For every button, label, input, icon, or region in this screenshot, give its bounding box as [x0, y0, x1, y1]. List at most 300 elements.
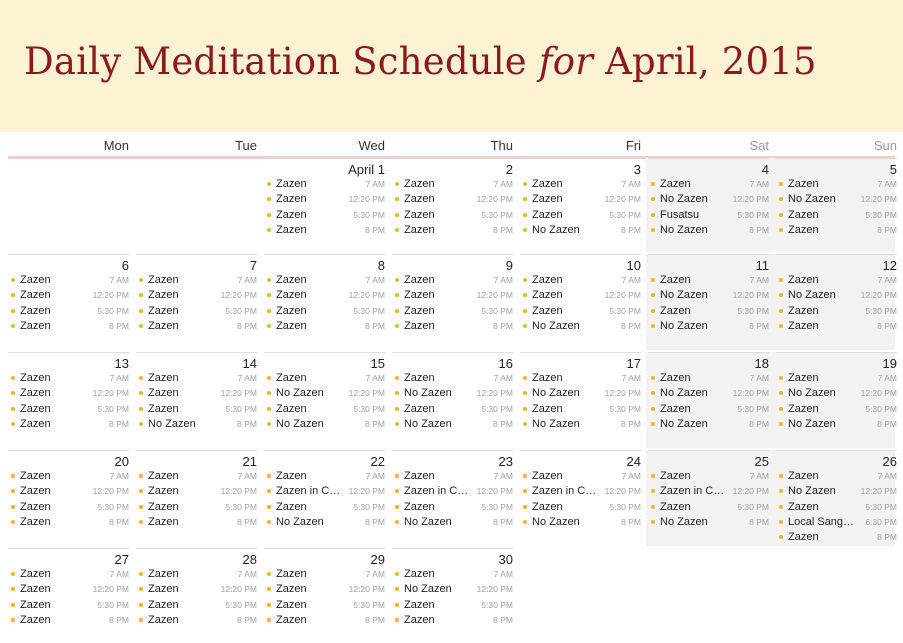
calendar-event[interactable]: [392, 273, 513, 288]
event-time: 12:20 PM: [476, 290, 513, 301]
event-title: Zazen: [660, 178, 691, 190]
event-dot-icon: [395, 618, 399, 622]
event-title: Zazen: [660, 304, 691, 317]
weekday-header-row: [8, 138, 895, 159]
event-dot-icon: [523, 213, 527, 217]
event-time: 12:20 PM: [476, 486, 513, 497]
event-time: 8 PM: [365, 320, 385, 331]
event-dot-icon: [11, 324, 15, 328]
calendar-event[interactable]: [264, 469, 385, 484]
calendar-event[interactable]: [648, 208, 769, 223]
calendar-event[interactable]: [392, 515, 513, 530]
event-title: No Zazen: [532, 223, 580, 236]
calendar-event[interactable]: [8, 417, 129, 432]
event-title: Zazen: [404, 372, 435, 384]
event-title: Zazen: [148, 470, 179, 482]
event-dot-icon: [779, 182, 783, 186]
day-cell[interactable]: [136, 352, 257, 451]
event-dot-icon: [651, 505, 655, 509]
event-title: Zazen: [148, 387, 179, 400]
event-dot-icon: [651, 391, 655, 395]
calendar-event[interactable]: [136, 500, 257, 515]
event-time: 12:20 PM: [732, 388, 769, 399]
calendar-event[interactable]: [520, 484, 641, 499]
event-title: Zazen: [276, 583, 307, 596]
event-time: 12:20 PM: [92, 388, 129, 399]
event-dot-icon: [395, 422, 399, 426]
event-time: 8 PM: [749, 418, 769, 429]
calendar-event[interactable]: [648, 386, 769, 401]
calendar-event[interactable]: [392, 613, 513, 628]
event-title: Zazen: [148, 372, 179, 384]
event-dot-icon: [395, 505, 399, 509]
event-dot-icon: [651, 520, 655, 524]
day-number: 30: [498, 552, 513, 567]
event-dot-icon: [523, 278, 527, 282]
event-dot-icon: [395, 376, 399, 380]
event-dot-icon: [395, 391, 399, 395]
calendar-event[interactable]: [392, 484, 513, 499]
calendar-event[interactable]: [136, 304, 257, 319]
calendar-event[interactable]: [8, 273, 129, 288]
calendar-event[interactable]: [264, 500, 385, 515]
calendar-event[interactable]: [648, 402, 769, 417]
calendar-event[interactable]: [392, 371, 513, 386]
calendar-event[interactable]: [8, 567, 129, 582]
calendar-event[interactable]: [520, 500, 641, 515]
calendar-event[interactable]: [136, 582, 257, 597]
calendar-event[interactable]: [136, 484, 257, 499]
weekday-sat: Sat: [749, 138, 769, 153]
day-cell[interactable]: [776, 450, 897, 549]
calendar-event[interactable]: [8, 582, 129, 597]
event-dot-icon: [651, 213, 655, 217]
day-cell[interactable]: [264, 254, 385, 353]
event-title: Zazen: [532, 274, 563, 286]
calendar-event[interactable]: [392, 469, 513, 484]
calendar-event[interactable]: [392, 417, 513, 432]
day-cell[interactable]: [392, 548, 513, 643]
calendar-event[interactable]: [648, 500, 769, 515]
calendar-event[interactable]: [776, 319, 897, 334]
event-time: 5:30 PM: [481, 501, 513, 512]
calendar-event[interactable]: [264, 484, 385, 499]
event-time: 5:30 PM: [97, 403, 129, 414]
day-cell[interactable]: [776, 254, 897, 353]
event-title: Zazen: [20, 500, 51, 513]
event-time: 12:20 PM: [92, 290, 129, 301]
event-time: 12:20 PM: [220, 290, 257, 301]
day-cell[interactable]: [136, 450, 257, 549]
event-dot-icon: [139, 603, 143, 607]
calendar-event[interactable]: [776, 417, 897, 432]
calendar-event[interactable]: [264, 386, 385, 401]
event-time: 8 PM: [749, 516, 769, 527]
event-title: Zazen: [276, 193, 307, 206]
calendar-event[interactable]: [776, 223, 897, 238]
event-time: 12:20 PM: [604, 388, 641, 399]
event-dot-icon: [779, 520, 783, 524]
calendar-event[interactable]: [8, 484, 129, 499]
calendar-event[interactable]: [520, 177, 641, 192]
event-time: 8 PM: [237, 320, 257, 331]
calendar-event[interactable]: [264, 417, 385, 432]
calendar-event[interactable]: [8, 613, 129, 628]
calendar-event[interactable]: [264, 177, 385, 192]
day-cell[interactable]: [392, 254, 513, 353]
day-number: 12: [882, 258, 897, 273]
day-number: 10: [626, 258, 641, 273]
day-number: 21: [242, 454, 257, 469]
calendar-event[interactable]: [8, 319, 129, 334]
calendar-event[interactable]: [776, 530, 897, 545]
event-dot-icon: [523, 293, 527, 297]
calendar-event[interactable]: [264, 567, 385, 582]
calendar-event[interactable]: [136, 371, 257, 386]
event-time: 7 AM: [749, 275, 769, 285]
calendar-event[interactable]: [520, 208, 641, 223]
day-number: 24: [626, 454, 641, 469]
day-cell[interactable]: [264, 450, 385, 549]
event-time: 7 AM: [621, 179, 641, 189]
calendar-event[interactable]: [8, 386, 129, 401]
event-title: Fusatsu: [660, 208, 700, 221]
calendar-event[interactable]: [776, 402, 897, 417]
calendar-event[interactable]: [520, 319, 641, 334]
calendar-event[interactable]: [392, 177, 513, 192]
calendar-event[interactable]: [136, 319, 257, 334]
day-cell[interactable]: [648, 158, 769, 255]
event-time: 8 PM: [749, 224, 769, 235]
event-time: 5:30 PM: [97, 305, 129, 316]
calendar-event[interactable]: [776, 484, 897, 499]
event-dot-icon: [139, 309, 143, 313]
event-time: 8 PM: [621, 418, 641, 429]
calendar-event[interactable]: [520, 273, 641, 288]
calendar-event[interactable]: [520, 371, 641, 386]
event-dot-icon: [395, 572, 399, 576]
day-cell[interactable]: [648, 254, 769, 353]
event-title: Zazen: [788, 274, 819, 286]
calendar-event[interactable]: [392, 288, 513, 303]
calendar-event[interactable]: [776, 515, 897, 530]
calendar-event[interactable]: [648, 515, 769, 530]
day-cell[interactable]: [136, 254, 257, 353]
event-title: No Zazen: [660, 417, 708, 430]
calendar-event[interactable]: [136, 567, 257, 582]
event-dot-icon: [395, 213, 399, 217]
event-time: 12:20 PM: [348, 290, 385, 301]
event-title: Zazen: [276, 402, 307, 415]
calendar-event[interactable]: [776, 192, 897, 207]
event-dot-icon: [267, 197, 271, 201]
calendar-event[interactable]: [520, 515, 641, 530]
day-cell[interactable]: [520, 254, 641, 353]
calendar-event[interactable]: [648, 304, 769, 319]
calendar-event[interactable]: [392, 582, 513, 597]
event-title: No Zazen: [404, 583, 452, 596]
calendar-event[interactable]: [776, 469, 897, 484]
calendar-event[interactable]: [520, 304, 641, 319]
calendar-event[interactable]: [776, 208, 897, 223]
calendar-event[interactable]: [264, 598, 385, 613]
event-dot-icon: [779, 391, 783, 395]
calendar-event[interactable]: [8, 288, 129, 303]
event-dot-icon: [651, 407, 655, 411]
event-title: Zazen: [404, 500, 435, 513]
calendar-event[interactable]: [392, 319, 513, 334]
calendar-event[interactable]: [136, 402, 257, 417]
day-cell[interactable]: [8, 548, 129, 643]
day-cell[interactable]: [264, 352, 385, 451]
event-dot-icon: [139, 324, 143, 328]
calendar-event[interactable]: [392, 208, 513, 223]
calendar-event[interactable]: [520, 288, 641, 303]
day-number: 25: [754, 454, 769, 469]
event-title: No Zazen: [660, 289, 708, 302]
event-dot-icon: [395, 228, 399, 232]
day-cell[interactable]: [648, 352, 769, 451]
event-title: No Zazen: [148, 417, 196, 430]
calendar-event[interactable]: [264, 582, 385, 597]
calendar-event[interactable]: [136, 515, 257, 530]
event-time: 5:30 PM: [353, 501, 385, 512]
event-dot-icon: [267, 324, 271, 328]
event-dot-icon: [139, 407, 143, 411]
day-number: 13: [114, 356, 129, 371]
calendar-event[interactable]: [136, 598, 257, 613]
event-dot-icon: [267, 489, 271, 493]
day-number: 5: [889, 162, 897, 177]
day-cell[interactable]: [648, 450, 769, 549]
calendar-event[interactable]: [8, 402, 129, 417]
event-dot-icon: [651, 324, 655, 328]
calendar-event[interactable]: [648, 484, 769, 499]
event-time: 8 PM: [493, 614, 513, 625]
event-time: 5:30 PM: [865, 403, 897, 414]
day-cell[interactable]: [776, 158, 897, 255]
calendar-event[interactable]: [648, 192, 769, 207]
calendar-event[interactable]: [264, 192, 385, 207]
day-cell[interactable]: [776, 352, 897, 451]
calendar-event[interactable]: [392, 192, 513, 207]
day-cell[interactable]: [8, 450, 129, 549]
event-title: Zazen: [20, 387, 51, 400]
event-title: Zazen: [20, 598, 51, 611]
calendar-event[interactable]: [648, 319, 769, 334]
event-title: Zazen: [276, 178, 307, 190]
event-dot-icon: [267, 228, 271, 232]
event-time: 8 PM: [621, 320, 641, 331]
day-cell[interactable]: [136, 548, 257, 643]
event-title: Zazen: [404, 223, 435, 236]
calendar-event[interactable]: [520, 402, 641, 417]
calendar-event[interactable]: [136, 288, 257, 303]
event-title: No Zazen: [404, 417, 452, 430]
calendar-event[interactable]: [8, 500, 129, 515]
event-title: Zazen: [20, 304, 51, 317]
event-dot-icon: [11, 407, 15, 411]
day-cell[interactable]: [392, 450, 513, 549]
event-time: 8 PM: [493, 224, 513, 235]
event-title: Zazen: [276, 304, 307, 317]
calendar-event[interactable]: [264, 319, 385, 334]
day-cell[interactable]: [520, 450, 641, 549]
calendar-event[interactable]: [648, 177, 769, 192]
calendar-event[interactable]: [648, 223, 769, 238]
calendar-event[interactable]: [136, 469, 257, 484]
event-time: 7 AM: [237, 373, 257, 383]
event-title: Zazen: [788, 304, 819, 317]
calendar-event[interactable]: [392, 402, 513, 417]
calendar-event[interactable]: [264, 613, 385, 628]
event-time: 8 PM: [365, 516, 385, 527]
calendar-event[interactable]: [264, 288, 385, 303]
calendar-event[interactable]: [136, 613, 257, 628]
event-dot-icon: [779, 505, 783, 509]
event-dot-icon: [395, 182, 399, 186]
day-cell[interactable]: [8, 254, 129, 353]
calendar-event[interactable]: [520, 469, 641, 484]
event-dot-icon: [651, 182, 655, 186]
calendar-event[interactable]: [776, 371, 897, 386]
event-time: 12:20 PM: [732, 486, 769, 497]
event-title: Zazen: [532, 470, 563, 482]
page-title: [24, 40, 817, 83]
day-cell[interactable]: [8, 352, 129, 451]
event-dot-icon: [779, 228, 783, 232]
event-dot-icon: [523, 376, 527, 380]
event-time: 12:20 PM: [604, 194, 641, 205]
calendar-event[interactable]: [264, 402, 385, 417]
calendar-event[interactable]: [648, 273, 769, 288]
day-cell[interactable]: [264, 158, 385, 255]
calendar-event[interactable]: [264, 304, 385, 319]
event-title: Zazen: [788, 470, 819, 482]
calendar-event[interactable]: [264, 208, 385, 223]
event-dot-icon: [139, 422, 143, 426]
event-time: 7 AM: [877, 179, 897, 189]
day-cell[interactable]: [520, 352, 641, 451]
calendar-event[interactable]: [776, 273, 897, 288]
event-time: 7 AM: [493, 179, 513, 189]
event-title: Zazen: [404, 274, 435, 286]
calendar-event[interactable]: [776, 500, 897, 515]
title-suffix: April, 2015: [593, 40, 817, 83]
calendar-event[interactable]: [136, 417, 257, 432]
event-title: Zazen: [20, 417, 51, 430]
event-title: No Zazen: [788, 193, 836, 206]
day-cell[interactable]: [264, 548, 385, 643]
event-title: Zazen in C…: [404, 485, 469, 498]
event-dot-icon: [779, 535, 783, 539]
calendar-event[interactable]: [776, 386, 897, 401]
event-dot-icon: [523, 309, 527, 313]
event-time: 7 AM: [237, 275, 257, 285]
calendar-event[interactable]: [520, 223, 641, 238]
calendar-event[interactable]: [776, 288, 897, 303]
event-time: 8 PM: [237, 614, 257, 625]
event-time: 8 PM: [749, 320, 769, 331]
calendar-event[interactable]: [8, 598, 129, 613]
event-title: No Zazen: [660, 193, 708, 206]
event-title: No Zazen: [276, 515, 324, 528]
calendar-event[interactable]: [264, 515, 385, 530]
event-title: Zazen: [148, 568, 179, 580]
calendar-event[interactable]: [648, 371, 769, 386]
day-number: 4: [761, 162, 769, 177]
day-number: 8: [377, 258, 385, 273]
calendar-event[interactable]: [392, 567, 513, 582]
event-dot-icon: [523, 407, 527, 411]
calendar-event[interactable]: [392, 386, 513, 401]
day-cell[interactable]: [520, 158, 641, 255]
calendar-event[interactable]: [520, 192, 641, 207]
calendar-event[interactable]: [392, 223, 513, 238]
day-cell[interactable]: [392, 352, 513, 451]
calendar-event[interactable]: [136, 386, 257, 401]
calendar-event[interactable]: [8, 371, 129, 386]
event-time: 5:30 PM: [481, 209, 513, 220]
event-title: Zazen: [276, 274, 307, 286]
event-time: 5:30 PM: [225, 501, 257, 512]
event-dot-icon: [779, 324, 783, 328]
day-cell[interactable]: [392, 158, 513, 255]
calendar-event[interactable]: [264, 273, 385, 288]
event-title: No Zazen: [532, 387, 580, 400]
calendar-event[interactable]: [136, 273, 257, 288]
title-prefix: Daily Meditation Schedule: [24, 40, 539, 83]
calendar-event[interactable]: [392, 598, 513, 613]
event-title: Zazen: [532, 304, 563, 317]
calendar-event[interactable]: [648, 469, 769, 484]
calendar-event[interactable]: [8, 469, 129, 484]
calendar-event[interactable]: [392, 304, 513, 319]
calendar-event[interactable]: [520, 417, 641, 432]
event-time: 7 AM: [493, 569, 513, 579]
calendar-event[interactable]: [392, 500, 513, 515]
weekday-wed: Wed: [358, 138, 385, 153]
event-time: 7 AM: [493, 373, 513, 383]
calendar-event[interactable]: [648, 288, 769, 303]
event-dot-icon: [11, 376, 15, 380]
calendar-event[interactable]: [776, 177, 897, 192]
calendar-event[interactable]: [264, 223, 385, 238]
event-title: No Zazen: [532, 515, 580, 528]
event-dot-icon: [779, 376, 783, 380]
event-title: Zazen: [532, 402, 563, 415]
event-dot-icon: [267, 618, 271, 622]
event-dot-icon: [523, 520, 527, 524]
event-dot-icon: [267, 520, 271, 524]
calendar-event[interactable]: [520, 386, 641, 401]
event-time: 12:20 PM: [732, 290, 769, 301]
day-number: 26: [882, 454, 897, 469]
event-time: 8 PM: [877, 418, 897, 429]
event-title: Zazen: [276, 598, 307, 611]
event-dot-icon: [11, 505, 15, 509]
calendar-event[interactable]: [648, 417, 769, 432]
event-dot-icon: [523, 474, 527, 478]
event-time: 8 PM: [365, 614, 385, 625]
event-dot-icon: [267, 309, 271, 313]
calendar-event[interactable]: [8, 515, 129, 530]
calendar-event[interactable]: [264, 371, 385, 386]
calendar-event[interactable]: [8, 304, 129, 319]
calendar-event[interactable]: [776, 304, 897, 319]
event-title: Zazen: [148, 583, 179, 596]
event-dot-icon: [779, 278, 783, 282]
